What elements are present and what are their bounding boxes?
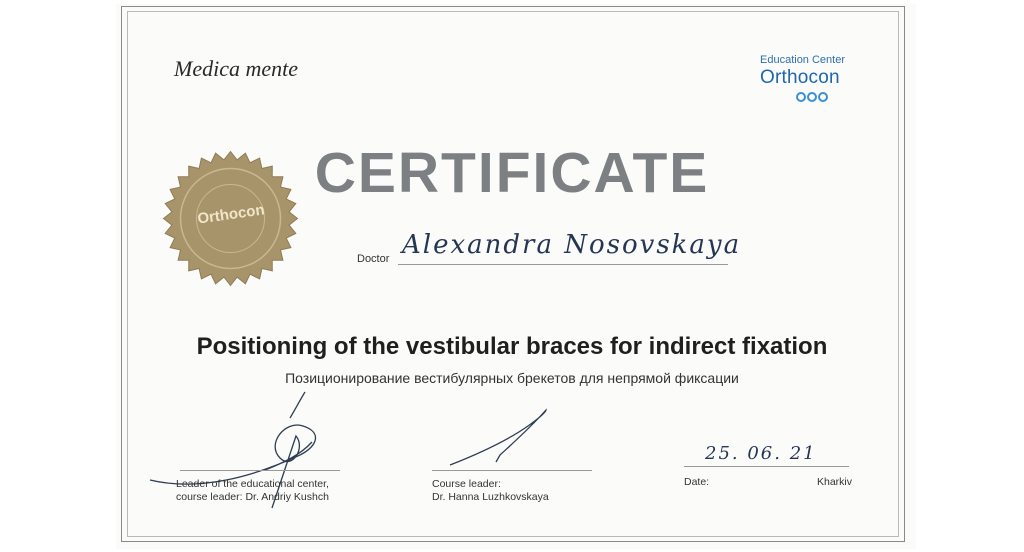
doctor-label: Doctor	[357, 253, 390, 265]
city-label: Kharkiv	[817, 476, 853, 488]
doctor-name: Alexandra Nosovskaya	[402, 230, 742, 260]
leader-role-line1: Leader of the educational center,	[176, 478, 329, 490]
course-title-english: Positioning of the vestibular braces for indirect fixation	[196, 333, 828, 360]
certificate-title: CERTIFICATE	[314, 141, 710, 205]
seal-label: Orthocon	[196, 201, 266, 228]
course-leader-signature-line	[432, 470, 592, 471]
education-center-label: Education Center	[760, 54, 845, 66]
course-title-russian: Позиционирование вестибулярных брекетов для непрямой фиксации	[285, 370, 739, 386]
date-value: 25. 06. 21	[705, 443, 817, 464]
leader-role-line2: course leader: Dr. Andriy Kushch	[176, 491, 329, 503]
date-line	[684, 466, 849, 467]
brand-logo-text: Medica mente	[174, 56, 298, 81]
education-center-name: Orthocon	[760, 67, 840, 88]
course-leader-signature	[450, 410, 546, 465]
date-label: Date:	[684, 476, 710, 488]
course-leader-label: Course leader:	[432, 478, 501, 490]
leader-signature-line	[180, 470, 340, 471]
course-leader-name: Dr. Hanna Luzhkovskaya	[432, 491, 549, 503]
